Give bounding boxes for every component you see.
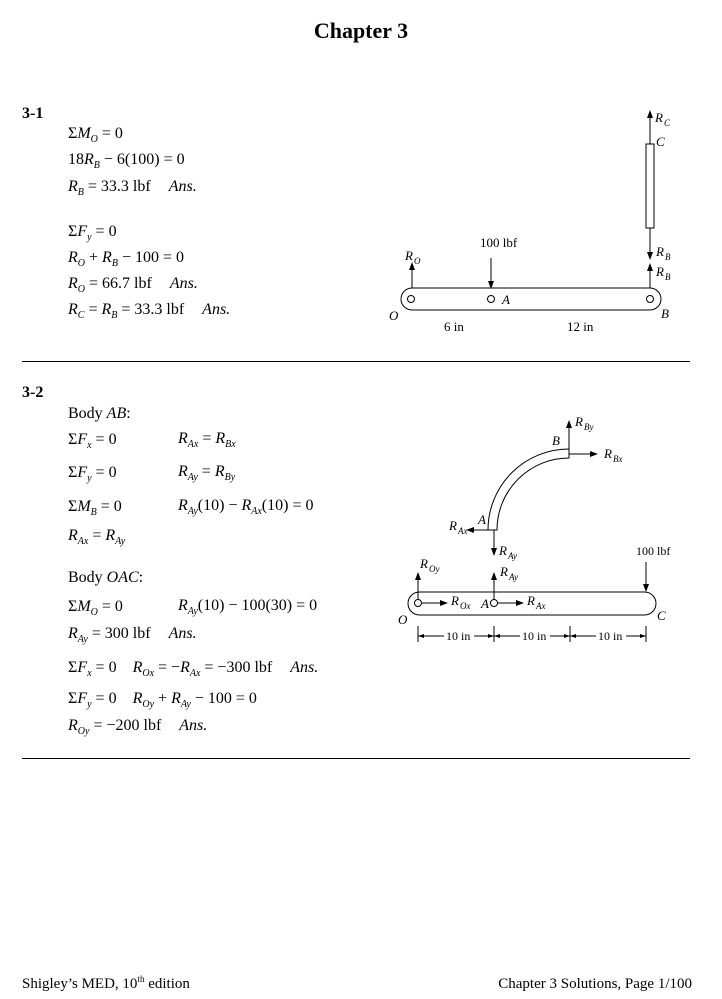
problem-number: 3-1 (22, 105, 44, 122)
dimension-label: 10 in (598, 629, 623, 643)
load-label: 100 lbf (636, 544, 671, 558)
equation: $\Sigma F_y = 0$ (68, 223, 117, 243)
svg-text:R: R (420, 556, 428, 571)
equation: $R_O + R_B - 100 = 0$ (68, 249, 184, 269)
dimension-label: 12 in (567, 319, 594, 334)
dimension-label: 10 in (522, 629, 547, 643)
svg-text:Ay: Ay (509, 572, 518, 582)
body-label: Body AB: (68, 405, 131, 422)
equation: $R_{Ay}(10) - R_{Ax}(10) = 0$ (178, 497, 314, 517)
equation: $R_O = 66.7$ lbf Ans. (68, 275, 198, 295)
problem-number: 3-2 (22, 384, 44, 401)
ans-label: Ans. (179, 717, 208, 734)
ans-label: Ans. (169, 275, 198, 292)
svg-text:Oy: Oy (429, 564, 440, 574)
svg-text:A: A (502, 292, 510, 307)
ans-label: Ans. (168, 178, 197, 195)
svg-text:C: C (657, 608, 666, 623)
dimension-label: 6 in (444, 319, 464, 334)
body-label: Body OAC: (68, 569, 144, 586)
svg-text:Ax: Ax (458, 526, 468, 536)
svg-text:B: B (552, 433, 560, 448)
svg-text:R: R (575, 414, 583, 429)
svg-text:Ay: Ay (508, 551, 517, 561)
equation: $R_{Ay} = 300$ lbf Ans. (68, 625, 197, 645)
svg-text:R: R (405, 248, 413, 263)
equation: $\Sigma F_y = 0$ $R_{Oy} + R_{Ay} - 100 = 0$ (68, 690, 257, 710)
svg-text:R: R (527, 593, 535, 608)
equation: $R_{Oy} = -200$ lbf Ans. (68, 717, 208, 737)
svg-text:R: R (656, 264, 664, 279)
ans-label: Ans. (168, 625, 197, 642)
svg-text:B: B (665, 252, 671, 262)
svg-text:R: R (656, 244, 664, 259)
dimension-label: 10 in (446, 629, 471, 643)
equation: $R_{Ax} = R_{Bx}$ (178, 430, 236, 450)
svg-text:O: O (389, 308, 399, 323)
equation: $\Sigma F_x = 0$ (68, 431, 117, 451)
equation: $\Sigma M_O = 0$ (68, 598, 123, 618)
svg-text:R: R (500, 564, 508, 579)
equation: $R_{Ax} = R_{Ay}$ (68, 527, 126, 547)
svg-text:O: O (398, 612, 408, 627)
svg-text:Ox: Ox (460, 601, 471, 611)
svg-text:R: R (655, 110, 663, 125)
svg-text:R: R (449, 518, 457, 533)
svg-text:C: C (664, 118, 671, 128)
footer-page-info: Chapter 3 Solutions, Page 1/100 (498, 976, 692, 992)
equation: $\Sigma M_O = 0$ (68, 125, 123, 145)
svg-text:B: B (665, 272, 671, 282)
equation: $\Sigma M_B = 0$ (68, 498, 122, 518)
footer-book-title: Shigley’s MED, 10th edition (22, 974, 190, 992)
ans-label: Ans. (202, 301, 231, 318)
equation: $R_{Ay} = R_{By}$ (178, 463, 236, 483)
svg-text:B: B (661, 306, 669, 321)
ans-label: Ans. (290, 659, 319, 676)
load-label: 100 lbf (480, 235, 518, 250)
svg-text:Ax: Ax (536, 601, 546, 611)
svg-text:C: C (656, 134, 665, 149)
svg-text:Bx: Bx (613, 454, 623, 464)
svg-text:A: A (481, 596, 489, 611)
equation: $18R_B - 6(100) = 0$ (68, 151, 185, 171)
svg-text:R: R (451, 593, 459, 608)
equation: $\Sigma F_x = 0$ $R_{Ox} = -R_{Ax} = -300$ lbf Ans. (68, 659, 319, 679)
svg-text:A: A (478, 512, 486, 527)
svg-text:By: By (584, 422, 594, 432)
equation: $R_C = R_B = 33.3$ lbf Ans. (68, 301, 231, 321)
equation: $\Sigma F_y = 0$ (68, 464, 117, 484)
equation: $R_{Ay}(10) - 100(30) = 0$ (178, 597, 318, 617)
svg-text:O: O (414, 256, 421, 266)
divider (22, 758, 690, 759)
equation: $R_B = 33.3$ lbf Ans. (68, 178, 197, 198)
page-title: Chapter 3 (313, 18, 409, 43)
svg-text:R: R (499, 543, 507, 558)
svg-text:R: R (604, 446, 612, 461)
